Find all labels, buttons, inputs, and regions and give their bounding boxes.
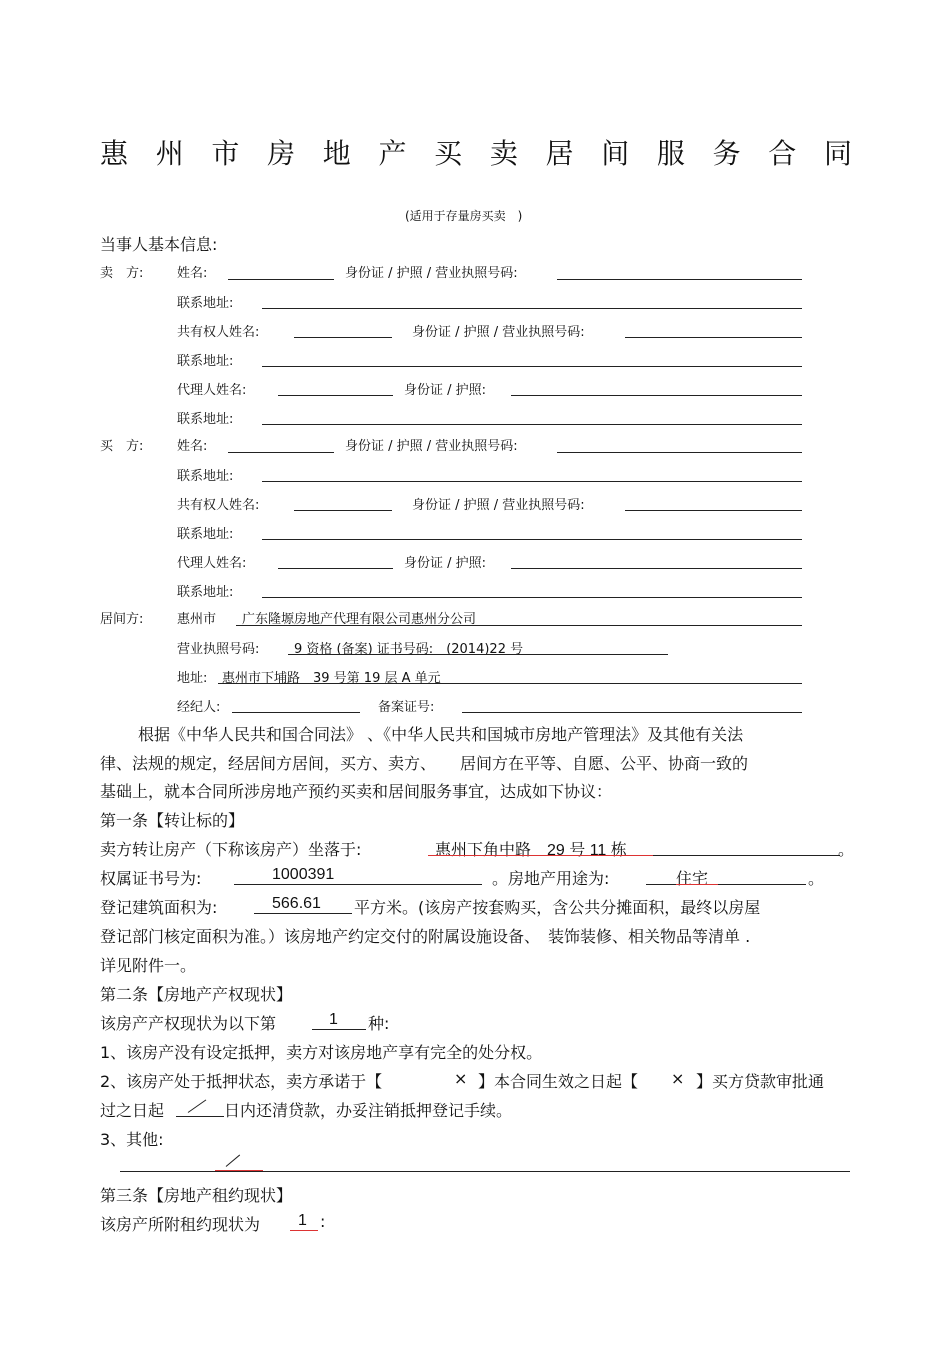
title-char: 居: [545, 137, 574, 170]
intermediary-company-field[interactable]: [236, 625, 802, 626]
location-field[interactable]: [653, 855, 840, 856]
article2-item-2-line2-b: 日内还清贷款，办妥注销抵押登记手续。: [224, 1101, 513, 1120]
seller-co-owner-address-field[interactable]: [262, 366, 802, 367]
use-underline-red: [676, 884, 718, 885]
seller-co-owner-field[interactable]: [294, 337, 392, 338]
lease-prefix: 该房产所附租约现状为: [100, 1215, 261, 1234]
mark-x-2[interactable]: ×: [671, 1069, 685, 1088]
document-subtitle: (适用于存量房买卖 ): [405, 209, 523, 223]
seller-id-field[interactable]: [557, 279, 802, 280]
buyer-co-owner-address-field[interactable]: [262, 539, 802, 540]
buyer-address-field[interactable]: [262, 481, 802, 482]
buyer-id-field[interactable]: [557, 452, 802, 453]
title-char: 买: [434, 137, 463, 170]
location-label: 卖方转让房产（下称该房产）坐落于:: [100, 840, 362, 859]
buyer-label: 买 方:: [100, 439, 144, 454]
seller-co-owner-id-field[interactable]: [625, 337, 802, 338]
record-label: 备案证号:: [378, 700, 435, 715]
title-char: 州: [155, 137, 184, 170]
article2-item-2-b: 】本合同生效之日起【: [478, 1072, 639, 1091]
buyer-co-owner-id-label: 身份证 / 护照 / 营业执照号码:: [412, 498, 585, 513]
buyer-co-owner-field[interactable]: [294, 510, 392, 511]
seller-name-label: 姓名:: [177, 266, 208, 281]
buyer-agent-label: 代理人姓名:: [177, 556, 247, 571]
lease-value: 1: [298, 1212, 307, 1229]
use-end-mark: 。: [808, 869, 825, 888]
article3-heading: 第三条【房地产租约现状】: [100, 1186, 293, 1205]
location-value: 惠州下角中路 29 号 11 栋: [435, 842, 627, 859]
lease-suffix: :: [320, 1212, 326, 1231]
area-label: 登记建筑面积为:: [100, 898, 218, 917]
intermediary-address-value: 惠州市下埔路 39 号第 19 层 A 单元: [222, 671, 441, 686]
area-field[interactable]: [254, 913, 352, 914]
intermediary-city: 惠州市: [177, 612, 217, 627]
title-char: 市: [211, 137, 240, 170]
title-char: 产: [378, 137, 407, 170]
seller-address-label: 联系地址:: [177, 296, 234, 311]
buyer-agent-address-field[interactable]: [262, 597, 802, 598]
title-char: 地: [322, 137, 351, 170]
title-char: 合: [768, 137, 797, 170]
use-label: 。房地产用途为:: [492, 869, 610, 888]
intermediary-license-field[interactable]: [288, 654, 668, 655]
article2-item-2-line2-a: 过之日起: [100, 1101, 165, 1120]
buyer-agent-id-field[interactable]: [511, 568, 802, 569]
buyer-co-owner-address-label: 联系地址:: [177, 527, 234, 542]
cert-label: 权属证书号为:: [100, 869, 202, 888]
mark-x-1[interactable]: ×: [454, 1069, 468, 1088]
buyer-agent-field[interactable]: [278, 568, 393, 569]
title-char: 务: [712, 137, 741, 170]
title-char: 房: [267, 137, 296, 170]
article2-item-3: 3、其他:: [100, 1130, 164, 1149]
seller-agent-address-label: 联系地址:: [177, 412, 234, 427]
seller-label: 卖 方:: [100, 266, 144, 281]
title-char: 同: [823, 137, 852, 170]
broker-field[interactable]: [232, 712, 360, 713]
preamble-line-2: 律、法规的规定，经居间方居间，买方、卖方、 居间方在平等、自愿、公平、协商一致的: [100, 754, 749, 773]
intermediary-license-value: 9 资格 (备案) 证书号码: (2014)22 号: [294, 642, 524, 657]
buyer-co-owner-label: 共有权人姓名:: [177, 498, 260, 513]
location-end-mark: 。: [838, 840, 855, 859]
buyer-agent-id-label: 身份证 / 护照:: [404, 556, 487, 571]
buyer-name-field[interactable]: [228, 452, 334, 453]
buyer-id-label: 身份证 / 护照 / 营业执照号码:: [345, 439, 518, 454]
status-field[interactable]: [312, 1029, 366, 1030]
record-field[interactable]: [462, 712, 802, 713]
title-char: 卖: [489, 137, 518, 170]
article1-heading: 第一条【转让标的】: [100, 811, 245, 830]
seller-id-label: 身份证 / 护照 / 营业执照号码:: [345, 266, 518, 281]
article2-item-1: 1、该房产没有设定抵押，卖方对该房地产享有完全的处分权。: [100, 1043, 543, 1062]
document-title: [100, 132, 852, 172]
area-value: 566.61: [272, 895, 321, 912]
parties-heading: 当事人基本信息:: [100, 235, 218, 254]
area-text: 平方米。(该房产按套购买，含公共分摊面积，最终以房屋: [354, 898, 761, 917]
location-underline-red: [428, 855, 653, 856]
article2-item-2-c: 】买方贷款审批通: [696, 1072, 825, 1091]
buyer-name-label: 姓名:: [177, 439, 208, 454]
use-value: 住宅: [676, 871, 709, 888]
title-char: 间: [601, 137, 630, 170]
seller-agent-label: 代理人姓名:: [177, 383, 247, 398]
other-underline-red: [215, 1170, 263, 1171]
status-value: 1: [329, 1011, 338, 1028]
preamble-line-3: 基础上，就本合同所涉房地产预约买卖和居间服务事宜，达成如下协议：: [100, 782, 613, 801]
article2-heading: 第二条【房地产产权现状】: [100, 985, 293, 1004]
seller-co-owner-id-label: 身份证 / 护照 / 营业执照号码:: [412, 325, 585, 340]
seller-name-field[interactable]: [228, 279, 334, 280]
cert-field[interactable]: [234, 884, 482, 885]
seller-co-owner-address-label: 联系地址:: [177, 354, 234, 369]
intermediary-company: 广东隆塬房地产代理有限公司惠州分公司: [242, 612, 477, 627]
other-slash-mark: [226, 1155, 240, 1167]
lease-field[interactable]: [290, 1230, 318, 1231]
article1-line-3: 详见附件一。: [100, 956, 197, 975]
title-char: 服: [656, 137, 685, 170]
seller-agent-id-field[interactable]: [511, 395, 802, 396]
intermediary-label: 居间方:: [100, 612, 144, 627]
use-field[interactable]: [646, 884, 806, 885]
seller-address-field[interactable]: [262, 308, 802, 309]
title-char: 惠: [100, 137, 129, 170]
broker-label: 经纪人:: [177, 700, 221, 715]
article1-line-2: 登记部门核定面积为准。）该房地产约定交付的附属设施设备、 装饰装修、相关物品等清单 .: [100, 927, 751, 946]
days-field[interactable]: [176, 1116, 224, 1117]
seller-agent-field[interactable]: [278, 395, 393, 396]
buyer-agent-address-label: 联系地址:: [177, 585, 234, 600]
cert-value: 1000391: [272, 866, 335, 883]
buyer-address-label: 联系地址:: [177, 469, 234, 484]
status-prefix: 该房产产权现状为以下第: [100, 1014, 277, 1033]
seller-agent-id-label: 身份证 / 护照:: [404, 383, 487, 398]
intermediary-license-label: 营业执照号码:: [177, 642, 260, 657]
seller-agent-address-field[interactable]: [262, 424, 802, 425]
article2-item-2-a: 2、该房产处于抵押状态，卖方承诺于【: [100, 1072, 383, 1091]
preamble-line-1: 根据《中华人民共和国合同法》 、《中华人民共和国城市房地产管理法》及其他有关法: [138, 725, 744, 744]
intermediary-address-label: 地址:: [177, 671, 208, 686]
seller-co-owner-label: 共有权人姓名:: [177, 325, 260, 340]
other-field[interactable]: [120, 1171, 850, 1172]
intermediary-address-field[interactable]: [218, 683, 802, 684]
status-suffix: 种:: [368, 1014, 390, 1033]
days-slash-mark: [188, 1099, 207, 1112]
buyer-co-owner-id-field[interactable]: [625, 510, 802, 511]
